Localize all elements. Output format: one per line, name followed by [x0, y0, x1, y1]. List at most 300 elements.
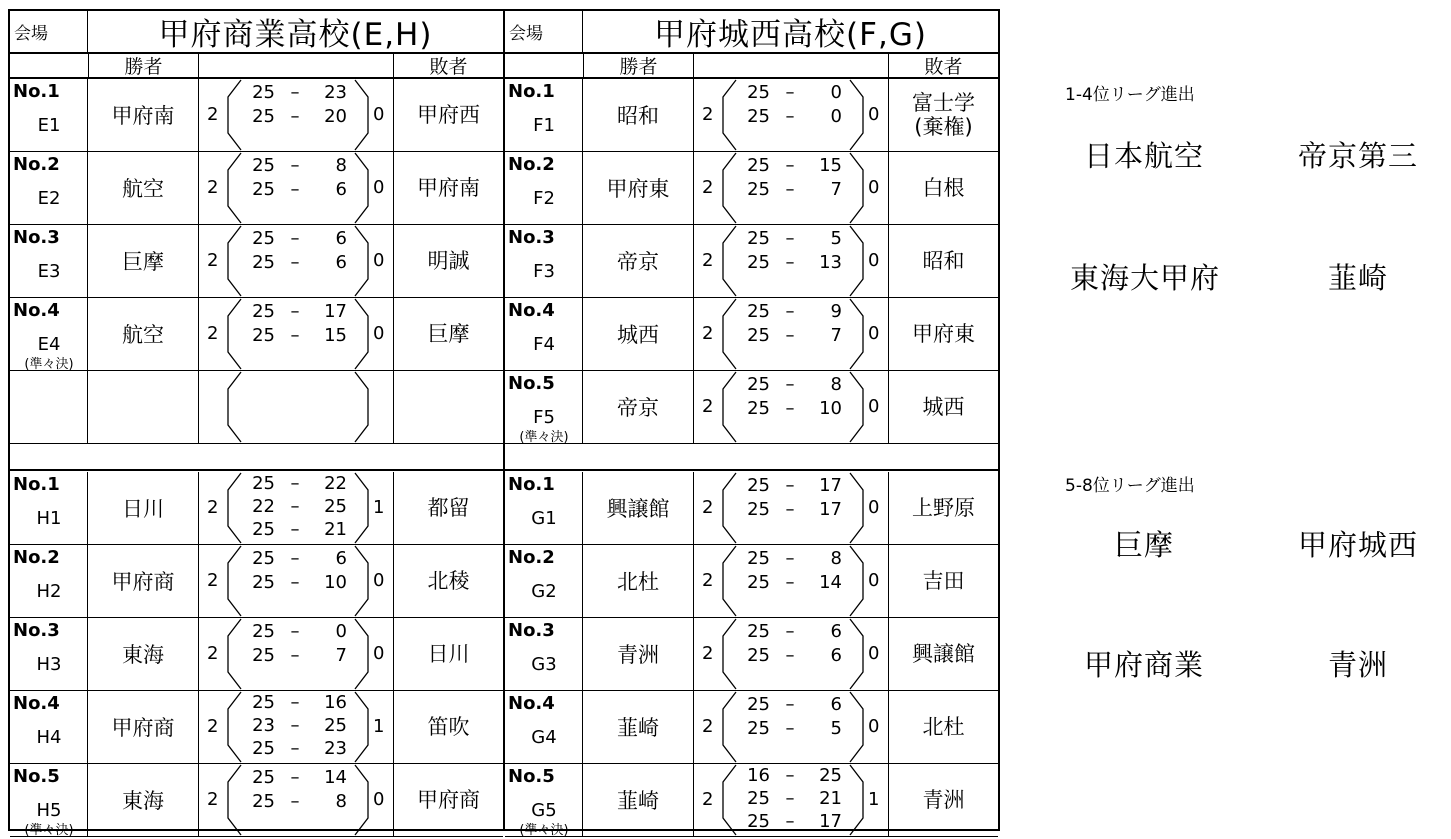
match-row	[10, 472, 503, 545]
match-code: G4	[531, 727, 557, 748]
loser-team-line: 富士学	[912, 90, 975, 115]
set-score	[746, 621, 842, 641]
set-score-loser: 8	[830, 548, 842, 569]
set-score-loser: 23	[324, 738, 347, 759]
score-cell	[199, 152, 393, 224]
set-score-winner: 25	[747, 179, 770, 200]
set-score-winner: 25	[252, 106, 275, 127]
match-number-cell	[10, 472, 88, 544]
loser-sets-won: 0	[868, 322, 880, 344]
match-number-cell	[10, 691, 88, 763]
set-score	[251, 325, 347, 345]
match-code: G2	[531, 581, 557, 602]
match-code: F5	[533, 407, 555, 428]
set-score-winner: 16	[747, 765, 770, 786]
set-score-dash: –	[290, 738, 300, 759]
set-score-dash: –	[290, 179, 300, 200]
match-number: No.3	[13, 620, 60, 641]
winner-team: 韮崎	[583, 691, 694, 763]
match-number-cell	[505, 371, 583, 443]
set-score-loser: 16	[324, 692, 347, 713]
set-score	[746, 718, 842, 738]
set-score-dash: –	[785, 499, 795, 520]
set-score-dash: –	[290, 519, 300, 540]
set-score-winner: 25	[747, 475, 770, 496]
match-row	[505, 618, 998, 691]
score-bracket	[227, 371, 369, 443]
set-score-loser: 0	[335, 621, 347, 642]
set-score-loser: 17	[324, 301, 347, 322]
set-score	[251, 572, 347, 592]
loser-team-line: 甲府西	[417, 102, 480, 127]
score-cell	[199, 764, 393, 836]
loser-team-line: 白根	[922, 175, 965, 200]
set-score-dash: –	[290, 106, 300, 127]
set-score-loser: 9	[830, 301, 842, 322]
set-score	[251, 715, 347, 735]
set-score-winner: 25	[252, 621, 275, 642]
set-score-dash: –	[785, 155, 795, 176]
loser-sets-won: 0	[868, 395, 880, 417]
set-score-winner: 25	[252, 228, 275, 249]
match-number-cell	[505, 618, 583, 690]
set-score-dash: –	[785, 765, 795, 786]
set-score-dash: –	[785, 301, 795, 322]
set-score	[746, 106, 842, 126]
loser-team	[393, 764, 503, 836]
match-code: G5	[531, 800, 557, 821]
loser-sets-won: 0	[868, 176, 880, 198]
set-score-dash: –	[290, 473, 300, 494]
venue-header	[10, 11, 503, 54]
score-cell	[694, 618, 888, 690]
set-score-loser: 6	[830, 694, 842, 715]
loser-team	[888, 371, 998, 443]
set-score-winner: 25	[747, 106, 770, 127]
score-cell	[694, 79, 888, 151]
league-1-4-label: 1-4位リーグ進出	[1065, 85, 1195, 105]
set-score-loser: 17	[819, 811, 842, 832]
loser-sets-won: 0	[373, 322, 385, 344]
league-1-4-team: 東海大甲府	[1070, 261, 1221, 295]
loser-team	[888, 545, 998, 617]
match-number: No.1	[508, 474, 555, 495]
loser-team-line: 北杜	[922, 714, 965, 739]
set-score	[251, 473, 347, 493]
loser-sets-won: 0	[373, 176, 385, 198]
winner-team: 城西	[583, 298, 694, 370]
set-score-winner: 25	[747, 228, 770, 249]
set-score-winner: 25	[252, 179, 275, 200]
winner-team: 東海	[88, 618, 199, 690]
loser-team	[888, 764, 998, 836]
loser-sets-won: 0	[373, 569, 385, 591]
set-score-dash: –	[785, 718, 795, 739]
score-cell	[199, 298, 393, 370]
set-score	[746, 82, 842, 102]
match-row	[10, 764, 503, 837]
set-score-dash: –	[290, 621, 300, 642]
set-score-winner: 25	[747, 718, 770, 739]
winner-team: 北杜	[583, 545, 694, 617]
set-score-dash: –	[785, 179, 795, 200]
set-score	[746, 499, 842, 519]
set-score-winner: 25	[747, 621, 770, 642]
set-score	[746, 475, 842, 495]
match-number-cell	[505, 472, 583, 544]
match-code: H5	[36, 800, 62, 821]
match-note: (準々決)	[519, 430, 569, 445]
match-number-cell	[10, 225, 88, 297]
set-score	[251, 791, 347, 811]
set-score	[746, 325, 842, 345]
set-score-dash: –	[290, 645, 300, 666]
set-score-loser: 6	[335, 548, 347, 569]
set-score	[746, 398, 842, 418]
set-score	[251, 301, 347, 321]
set-score	[251, 496, 347, 516]
set-score-loser: 15	[819, 155, 842, 176]
set-score-winner: 23	[252, 715, 275, 736]
match-row	[505, 764, 998, 837]
score-cell	[694, 691, 888, 763]
league-1-4-team: 帝京第三	[1298, 139, 1419, 173]
winner-sets-won: 2	[702, 103, 714, 125]
set-score-loser: 22	[324, 473, 347, 494]
score-cell	[694, 225, 888, 297]
loser-sets-won: 1	[373, 496, 385, 518]
set-score	[251, 179, 347, 199]
winner-sets-won: 2	[207, 496, 219, 518]
loser-team-line: 甲府東	[912, 321, 975, 346]
score-cell	[694, 764, 888, 836]
match-number-cell	[505, 152, 583, 224]
loser-sets-won: 0	[868, 496, 880, 518]
match-code: F2	[533, 188, 555, 209]
match-note: (準々決)	[24, 357, 74, 372]
set-score	[746, 155, 842, 175]
set-score-loser: 6	[335, 228, 347, 249]
loser-sets-won: 0	[373, 249, 385, 271]
loser-team	[393, 472, 503, 544]
match-row	[505, 691, 998, 764]
match-number: No.4	[13, 693, 60, 714]
match-row	[10, 691, 503, 764]
winner-team: 巨摩	[88, 225, 199, 297]
set-score-winner: 25	[252, 645, 275, 666]
set-score	[251, 692, 347, 712]
winner-team: 航空	[88, 152, 199, 224]
winner-team: 興譲館	[583, 472, 694, 544]
set-score-loser: 10	[324, 572, 347, 593]
match-row	[10, 79, 503, 152]
loser-team-line: 甲府商	[417, 787, 480, 812]
winner-sets-won: 2	[702, 176, 714, 198]
set-score-dash: –	[785, 106, 795, 127]
set-score-loser: 13	[819, 252, 842, 273]
set-score-dash: –	[290, 548, 300, 569]
winner-sets-won: 2	[207, 569, 219, 591]
match-code: E2	[37, 188, 61, 209]
match-row	[10, 618, 503, 691]
winner-sets-won: 2	[207, 642, 219, 664]
match-number-cell	[505, 764, 583, 836]
set-score-loser: 7	[335, 645, 347, 666]
league-5-8-label: 5-8位リーグ進出	[1065, 476, 1195, 496]
set-score-winner: 25	[252, 767, 275, 788]
match-number: No.1	[508, 81, 555, 102]
match-code: G3	[531, 654, 557, 675]
score-cell	[199, 371, 393, 443]
set-score-loser: 0	[830, 82, 842, 103]
set-score	[746, 788, 842, 808]
set-score-loser: 17	[819, 475, 842, 496]
winner-team: 甲府南	[88, 79, 199, 151]
set-score	[746, 811, 842, 831]
winner-team: 青洲	[583, 618, 694, 690]
set-score-winner: 25	[747, 398, 770, 419]
match-note: (準々決)	[24, 823, 74, 838]
loser-sets-won: 1	[373, 715, 385, 737]
winner-team: 帝京	[583, 225, 694, 297]
loser-sets-won: 0	[373, 103, 385, 125]
winner-team: 甲府東	[583, 152, 694, 224]
match-row	[505, 79, 998, 152]
match-number: No.4	[13, 300, 60, 321]
venue-label: 会場	[505, 11, 583, 52]
set-score-loser: 14	[324, 767, 347, 788]
winner-team: 韮崎	[583, 764, 694, 836]
set-score-dash: –	[290, 791, 300, 812]
winner-team: 日川	[88, 472, 199, 544]
set-score-dash: –	[290, 252, 300, 273]
set-score-winner: 25	[747, 811, 770, 832]
loser-team	[888, 298, 998, 370]
match-row	[505, 152, 998, 225]
winner-sets-won: 2	[702, 642, 714, 664]
match-code: E1	[37, 115, 61, 136]
set-score-winner: 25	[747, 788, 770, 809]
loser-team	[393, 152, 503, 224]
loser-team	[888, 152, 998, 224]
set-score-dash: –	[785, 475, 795, 496]
winner-sets-won: 2	[702, 715, 714, 737]
set-score-winner: 25	[747, 694, 770, 715]
match-code: E4	[37, 334, 61, 355]
loser-team	[888, 472, 998, 544]
set-score-dash: –	[785, 252, 795, 273]
set-score-loser: 6	[335, 179, 347, 200]
set-score-dash: –	[290, 301, 300, 322]
match-code: H4	[36, 727, 62, 748]
match-number: No.5	[508, 766, 555, 787]
winner-team: 昭和	[583, 79, 694, 151]
match-code: F3	[533, 261, 555, 282]
loser-team	[393, 225, 503, 297]
set-score-dash: –	[290, 496, 300, 517]
set-score	[251, 155, 347, 175]
set-score	[746, 252, 842, 272]
winner-sets-won: 2	[207, 103, 219, 125]
set-score-loser: 6	[830, 645, 842, 666]
set-score-dash: –	[785, 228, 795, 249]
loser-team-line: 昭和	[922, 248, 965, 273]
venue-panel-kofu-josai	[503, 9, 1000, 838]
loser-team-line: 日川	[427, 641, 470, 666]
set-score-loser: 25	[324, 496, 347, 517]
loser-team-line: 笛吹	[427, 714, 470, 739]
loser-team-line: 北稜	[427, 568, 470, 593]
match-row	[10, 298, 503, 371]
loser-team-line: 明誠	[427, 248, 470, 273]
loser-team	[393, 79, 503, 151]
winner-sets-won: 2	[702, 788, 714, 810]
match-number: No.1	[13, 81, 60, 102]
loser-sets-won: 0	[868, 103, 880, 125]
match-row	[505, 472, 998, 545]
winner-sets-won: 2	[702, 496, 714, 518]
set-score-loser: 23	[324, 82, 347, 103]
set-score-dash: –	[785, 645, 795, 666]
match-row	[505, 545, 998, 618]
set-score-loser: 6	[335, 252, 347, 273]
column-header-row	[505, 54, 998, 79]
set-score-winner: 25	[252, 82, 275, 103]
score-cell	[694, 152, 888, 224]
winner-sets-won: 2	[207, 249, 219, 271]
loser-column-header: 敗者	[888, 54, 998, 77]
match-code: F4	[533, 334, 555, 355]
set-score	[746, 765, 842, 785]
loser-team	[888, 618, 998, 690]
match-number: No.4	[508, 693, 555, 714]
set-score-winner: 25	[747, 572, 770, 593]
match-number: No.5	[508, 373, 555, 394]
set-score-loser: 8	[830, 374, 842, 395]
loser-team	[393, 618, 503, 690]
set-score-loser: 5	[830, 718, 842, 739]
match-row	[10, 152, 503, 225]
winner-sets-won: 2	[702, 395, 714, 417]
set-score-winner: 25	[252, 473, 275, 494]
set-score-winner: 25	[747, 301, 770, 322]
loser-team-line: 巨摩	[427, 321, 470, 346]
set-score	[746, 572, 842, 592]
set-score-winner: 25	[252, 301, 275, 322]
match-number: No.1	[13, 474, 60, 495]
set-score-dash: –	[290, 692, 300, 713]
set-score-dash: –	[785, 398, 795, 419]
winner-sets-won: 2	[207, 322, 219, 344]
loser-team	[888, 225, 998, 297]
match-number: No.2	[13, 154, 60, 175]
set-score	[746, 645, 842, 665]
set-score-loser: 21	[324, 519, 347, 540]
set-score-loser: 8	[335, 791, 347, 812]
set-score	[251, 228, 347, 248]
winner-sets-won: 2	[207, 176, 219, 198]
set-score-loser: 15	[324, 325, 347, 346]
loser-column-header: 敗者	[393, 54, 503, 77]
score-cell	[199, 618, 393, 690]
loser-team	[888, 691, 998, 763]
winner-team	[88, 371, 199, 443]
match-number: No.2	[508, 547, 555, 568]
match-code: F1	[533, 115, 555, 136]
score-cell	[694, 545, 888, 617]
set-score-winner: 25	[252, 325, 275, 346]
set-score-loser: 7	[830, 179, 842, 200]
set-score-loser: 0	[830, 106, 842, 127]
loser-sets-won: 0	[868, 569, 880, 591]
set-score	[746, 301, 842, 321]
pool-separator	[505, 444, 998, 471]
set-score-dash: –	[785, 811, 795, 832]
winner-team: 帝京	[583, 371, 694, 443]
set-score	[746, 694, 842, 714]
loser-team-line: 甲府南	[417, 175, 480, 200]
score-cell	[199, 225, 393, 297]
match-number-cell	[505, 225, 583, 297]
match-code: E3	[37, 261, 61, 282]
match-row	[505, 298, 998, 371]
league-5-8-team: 甲府商業	[1084, 648, 1205, 682]
match-number-cell	[10, 152, 88, 224]
set-score	[251, 252, 347, 272]
match-note: (準々決)	[519, 823, 569, 838]
match-number: No.5	[13, 766, 60, 787]
set-score	[251, 548, 347, 568]
loser-team-line: 都留	[427, 495, 470, 520]
set-score-dash: –	[290, 572, 300, 593]
match-number-cell	[10, 545, 88, 617]
winner-sets-won: 2	[702, 569, 714, 591]
match-code: H1	[36, 508, 62, 529]
set-score-loser: 21	[819, 788, 842, 809]
set-score-winner: 25	[747, 499, 770, 520]
set-score-dash: –	[785, 325, 795, 346]
set-score	[251, 645, 347, 665]
set-score-loser: 14	[819, 572, 842, 593]
loser-team-line: 興譲館	[912, 641, 975, 666]
score-cell	[199, 545, 393, 617]
set-score	[746, 548, 842, 568]
set-score-dash: –	[785, 621, 795, 642]
score-cell	[694, 472, 888, 544]
venue-title: 甲府商業高校(E,H)	[158, 17, 433, 53]
set-score-dash: –	[785, 694, 795, 715]
winner-sets-won: 2	[207, 788, 219, 810]
league-5-8-team: 青洲	[1328, 648, 1389, 682]
set-score-dash: –	[785, 572, 795, 593]
set-score-winner: 25	[252, 572, 275, 593]
match-number-cell	[10, 79, 88, 151]
venue-label: 会場	[10, 11, 88, 52]
loser-sets-won: 0	[373, 788, 385, 810]
match-row	[10, 225, 503, 298]
set-score-dash: –	[290, 228, 300, 249]
set-score-loser: 25	[819, 765, 842, 786]
winner-team: 甲府商	[88, 545, 199, 617]
match-number: No.3	[508, 227, 555, 248]
league-5-8-team: 甲府城西	[1298, 528, 1419, 562]
set-score-dash: –	[290, 715, 300, 736]
match-code: H2	[36, 581, 62, 602]
set-score-winner: 25	[252, 548, 275, 569]
loser-team	[393, 691, 503, 763]
set-score	[251, 767, 347, 787]
set-score-dash: –	[785, 788, 795, 809]
